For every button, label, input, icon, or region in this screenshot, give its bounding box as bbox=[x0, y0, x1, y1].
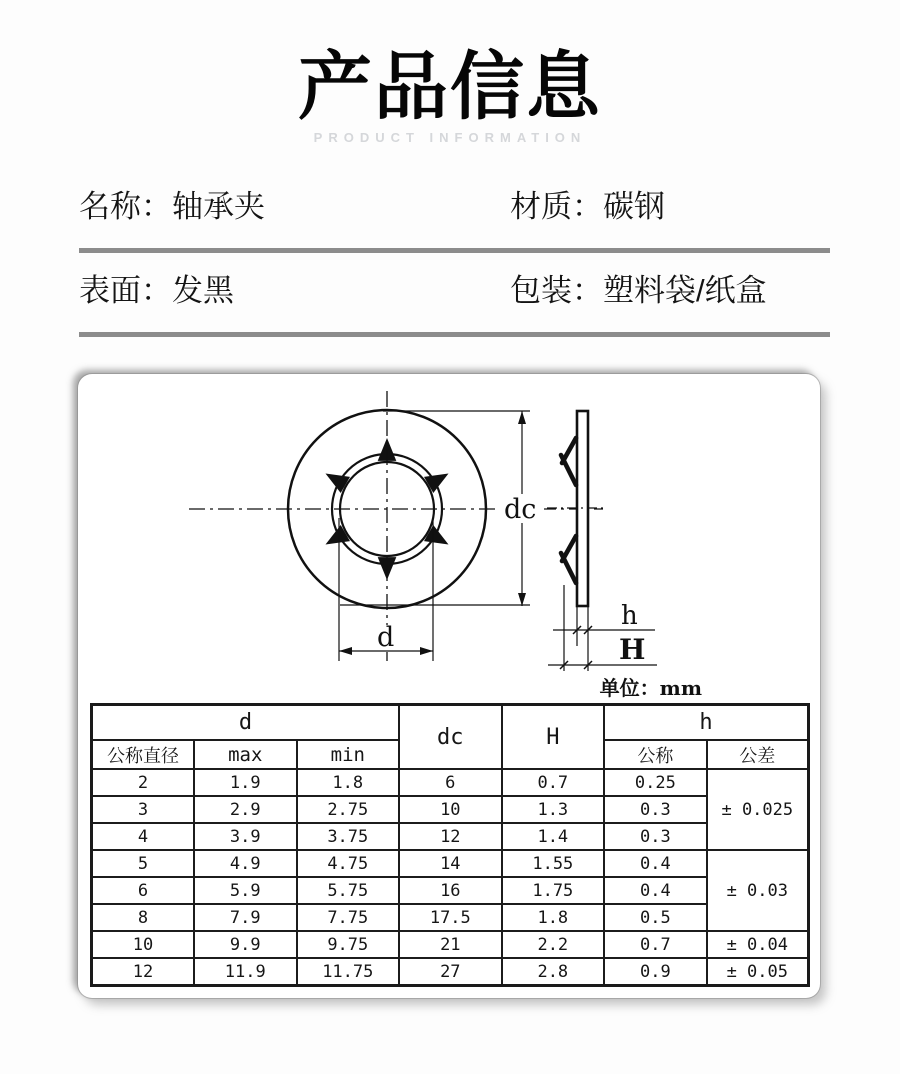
spec-material-value: 碳钢 bbox=[603, 188, 665, 224]
cell-min: 1.8 bbox=[297, 769, 400, 796]
cell-min: 2.75 bbox=[297, 796, 400, 823]
col-dc: dc bbox=[399, 704, 502, 769]
cell-h: 0.5 bbox=[604, 904, 707, 931]
table-row bbox=[92, 931, 809, 958]
cell-min: 11.75 bbox=[297, 958, 400, 985]
cell-tolerance: ± 0.04 bbox=[707, 931, 809, 958]
spec-packaging bbox=[510, 265, 830, 310]
cell-dc: 17.5 bbox=[399, 904, 502, 931]
cell-dc: 27 bbox=[399, 958, 502, 985]
cell-max: 1.9 bbox=[194, 769, 297, 796]
spec-row-2 bbox=[79, 253, 830, 332]
colon: ： bbox=[572, 272, 603, 308]
col-h-tolerance: 公差 bbox=[707, 740, 809, 769]
table-row bbox=[92, 958, 809, 985]
col-group-h: h bbox=[604, 704, 808, 740]
cell-H: 1.4 bbox=[502, 823, 605, 850]
spec-packaging-label: 包装 bbox=[510, 272, 572, 308]
table-row bbox=[92, 796, 809, 823]
cell-H: 2.2 bbox=[502, 931, 605, 958]
col-H: H bbox=[502, 704, 605, 769]
table-row bbox=[92, 769, 809, 796]
colon: ： bbox=[572, 188, 603, 224]
cell-max: 11.9 bbox=[194, 958, 297, 985]
colon: ： bbox=[141, 272, 172, 308]
product-specs bbox=[79, 169, 830, 337]
cell-dia: 5 bbox=[92, 850, 195, 877]
dc-dimension-label: dc bbox=[504, 493, 537, 525]
h-dimension-label: h bbox=[621, 600, 638, 631]
cell-max: 2.9 bbox=[194, 796, 297, 823]
cell-max: 7.9 bbox=[194, 904, 297, 931]
cell-max: 3.9 bbox=[194, 823, 297, 850]
cell-max: 5.9 bbox=[194, 877, 297, 904]
page-subtitle: PRODUCT INFORMATION bbox=[313, 129, 587, 145]
technical-drawing-card bbox=[78, 374, 820, 998]
technical-drawing bbox=[78, 378, 820, 673]
bent-claws bbox=[561, 438, 576, 583]
spec-material-label: 材质 bbox=[510, 188, 572, 224]
cell-h: 0.3 bbox=[604, 796, 707, 823]
cell-dc: 21 bbox=[399, 931, 502, 958]
spec-divider-2 bbox=[79, 332, 830, 337]
cell-dia: 12 bbox=[92, 958, 195, 985]
cell-H: 0.7 bbox=[502, 769, 605, 796]
d-arrow-left bbox=[339, 647, 352, 655]
cell-H: 2.8 bbox=[502, 958, 605, 985]
cell-dia: 8 bbox=[92, 904, 195, 931]
d-dimension-label: d bbox=[377, 621, 395, 653]
spec-packaging-value: 塑料袋/纸盒 bbox=[603, 272, 767, 308]
unit-note: 单位：mm bbox=[599, 675, 702, 700]
spec-row-1 bbox=[79, 169, 830, 248]
cell-dia: 6 bbox=[92, 877, 195, 904]
spec-name-value: 轴承夹 bbox=[172, 188, 265, 224]
H-dimension-label: H bbox=[619, 632, 646, 666]
cell-dia: 10 bbox=[92, 931, 195, 958]
cell-tolerance: ± 0.05 bbox=[707, 958, 809, 985]
cell-h: 0.25 bbox=[604, 769, 707, 796]
spec-surface-label: 表面 bbox=[79, 272, 141, 308]
cell-max: 9.9 bbox=[194, 931, 297, 958]
cell-h: 0.3 bbox=[604, 823, 707, 850]
dc-arrow-bottom bbox=[518, 593, 526, 606]
cell-H: 1.55 bbox=[502, 850, 605, 877]
cell-H: 1.3 bbox=[502, 796, 605, 823]
table-header-groups bbox=[92, 704, 809, 740]
cell-dc: 10 bbox=[399, 796, 502, 823]
cell-h: 0.9 bbox=[604, 958, 707, 985]
washer-side-view bbox=[547, 411, 657, 671]
spec-surface bbox=[79, 265, 510, 310]
spec-material bbox=[510, 181, 830, 226]
cell-dc: 16 bbox=[399, 877, 502, 904]
page-title: 产品信息 bbox=[298, 45, 602, 128]
cell-min: 3.75 bbox=[297, 823, 400, 850]
cell-h: 0.4 bbox=[604, 877, 707, 904]
cell-h: 0.4 bbox=[604, 850, 707, 877]
col-h-nominal: 公称 bbox=[604, 740, 707, 769]
cell-dia: 3 bbox=[92, 796, 195, 823]
cell-H: 1.75 bbox=[502, 877, 605, 904]
col-nominal-diameter: 公称直径 bbox=[92, 740, 195, 769]
d-arrow-right bbox=[420, 647, 433, 655]
col-max: max bbox=[194, 740, 297, 769]
cell-dia: 2 bbox=[92, 769, 195, 796]
cell-min: 5.75 bbox=[297, 877, 400, 904]
cell-max: 4.9 bbox=[194, 850, 297, 877]
spec-name bbox=[79, 181, 510, 226]
dimension-table bbox=[90, 703, 810, 987]
cell-min: 7.75 bbox=[297, 904, 400, 931]
table-row bbox=[92, 877, 809, 904]
dc-arrow-top bbox=[518, 411, 526, 424]
table-row bbox=[92, 904, 809, 931]
spec-name-label: 名称 bbox=[79, 188, 141, 224]
col-min: min bbox=[297, 740, 400, 769]
cell-min: 9.75 bbox=[297, 931, 400, 958]
col-group-d: d bbox=[92, 704, 400, 740]
product-info-page bbox=[0, 46, 900, 1074]
cell-dc: 12 bbox=[399, 823, 502, 850]
cell-dia: 4 bbox=[92, 823, 195, 850]
cell-tolerance-group: ± 0.03 bbox=[707, 850, 809, 931]
cell-dc: 14 bbox=[399, 850, 502, 877]
colon: ： bbox=[141, 188, 172, 224]
table-row bbox=[92, 823, 809, 850]
cell-H: 1.8 bbox=[502, 904, 605, 931]
table-row bbox=[92, 850, 809, 877]
cell-dc: 6 bbox=[399, 769, 502, 796]
washer-front-view bbox=[189, 391, 603, 661]
cell-h: 0.7 bbox=[604, 931, 707, 958]
cell-min: 4.75 bbox=[297, 850, 400, 877]
spec-surface-value: 发黑 bbox=[172, 272, 234, 308]
cell-tolerance-group: ± 0.025 bbox=[707, 769, 809, 850]
